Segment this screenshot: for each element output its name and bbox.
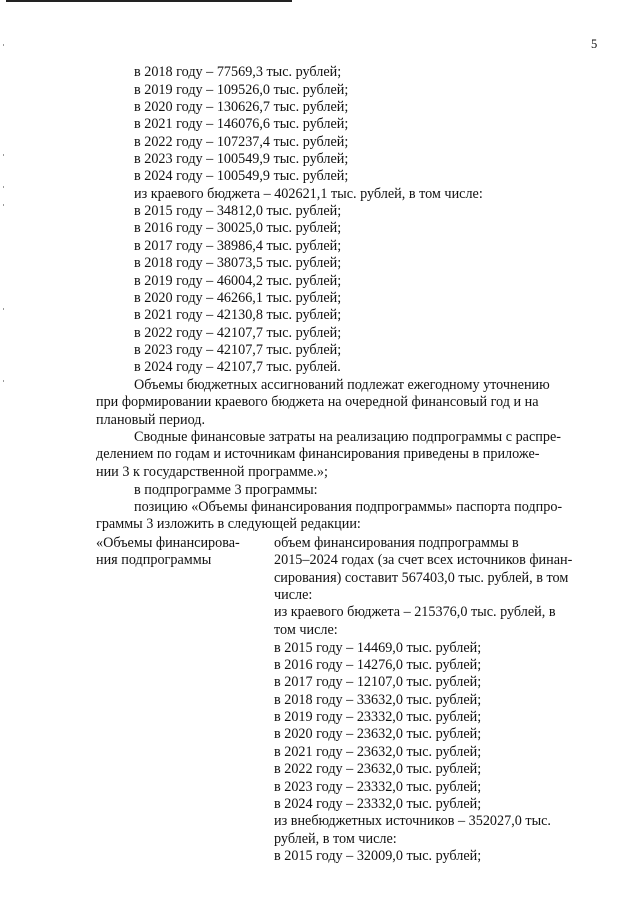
list-item: в 2016 году – 30025,0 тыс. рублей; bbox=[134, 220, 342, 236]
scan-mark bbox=[3, 204, 4, 206]
paragraph-line: Объемы бюджетных ассигнований подлежат ежегодному уточнению bbox=[134, 377, 550, 393]
scan-mark bbox=[3, 186, 4, 188]
table-left-cell: ния подпрограммы bbox=[96, 552, 212, 568]
paragraph-line: Сводные финансовые затраты на реализацию подпрограммы с распре- bbox=[134, 429, 561, 445]
paragraph-line: позицию «Объемы финансирования подпрограммы» паспорта подпро- bbox=[134, 499, 563, 515]
list-item: в 2023 году – 100549,9 тыс. рублей; bbox=[134, 151, 349, 167]
table-right-line: в 2015 году – 32009,0 тыс. рублей; bbox=[274, 848, 482, 864]
table-right-line: 2015–2024 годах (за счет всех источников финан- bbox=[274, 552, 573, 568]
list-item: в 2022 году – 42107,7 тыс. рублей; bbox=[134, 325, 342, 341]
paragraph-line: при формировании краевого бюджета на очередной финансовый год и на bbox=[96, 394, 539, 410]
table-right-line: в 2023 году – 23332,0 тыс. рублей; bbox=[274, 779, 482, 795]
list-item: в 2021 году – 146076,6 тыс. рублей; bbox=[134, 116, 349, 132]
table-right-line: в 2016 году – 14276,0 тыс. рублей; bbox=[274, 657, 482, 673]
scan-mark bbox=[3, 308, 4, 310]
table-right-line: в 2020 году – 23632,0 тыс. рублей; bbox=[274, 726, 482, 742]
table-right-line: в 2015 году – 14469,0 тыс. рублей; bbox=[274, 640, 482, 656]
scan-mark bbox=[3, 44, 4, 46]
paragraph-line: плановый период. bbox=[96, 412, 206, 428]
table-right-line: в 2022 году – 23632,0 тыс. рублей; bbox=[274, 761, 482, 777]
list-item: в 2018 году – 38073,5 тыс. рублей; bbox=[134, 255, 342, 271]
paragraph-line: делением по годам и источникам финансирования приведены в приложе- bbox=[96, 446, 540, 462]
paragraph-line: нии 3 к государственной программе.»; bbox=[96, 464, 328, 480]
table-right-line: в 2021 году – 23632,0 тыс. рублей; bbox=[274, 744, 482, 760]
list-item: в 2019 году – 109526,0 тыс. рублей; bbox=[134, 82, 349, 98]
table-right-line: из внебюджетных источников – 352027,0 тыс. bbox=[274, 813, 551, 829]
scan-mark bbox=[3, 380, 4, 382]
list-item: в 2017 году – 38986,4 тыс. рублей; bbox=[134, 238, 342, 254]
list-item: в 2024 году – 100549,9 тыс. рублей; bbox=[134, 168, 349, 184]
list-item: в 2015 году – 34812,0 тыс. рублей; bbox=[134, 203, 342, 219]
table-right-line: из краевого бюджета – 215376,0 тыс. рублей, в bbox=[274, 604, 556, 620]
table-right-line: рублей, в том числе: bbox=[274, 831, 397, 847]
table-right-line: в 2019 году – 23332,0 тыс. рублей; bbox=[274, 709, 482, 725]
page-number: 5 bbox=[591, 37, 598, 51]
list-item: в 2022 году – 107237,4 тыс. рублей; bbox=[134, 134, 349, 150]
list-item: в 2019 году – 46004,2 тыс. рублей; bbox=[134, 273, 342, 289]
paragraph-line: граммы 3 изложить в следующей редакции: bbox=[96, 516, 361, 532]
scan-mark bbox=[3, 154, 4, 156]
table-right-line: том числе: bbox=[274, 622, 338, 638]
list-item: в 2024 году – 42107,7 тыс. рублей. bbox=[134, 359, 341, 375]
table-right-line: сирования) составит 567403,0 тыс. рублей, в том bbox=[274, 570, 569, 586]
top-rule bbox=[6, 0, 292, 2]
list-item: в 2021 году – 42130,8 тыс. рублей; bbox=[134, 307, 342, 323]
table-right-line: в 2018 году – 33632,0 тыс. рублей; bbox=[274, 692, 482, 708]
table-right-line: в 2017 году – 12107,0 тыс. рублей; bbox=[274, 674, 482, 690]
list-item: из краевого бюджета – 402621,1 тыс. рублей, в том числе: bbox=[134, 186, 483, 202]
table-right-line: числе: bbox=[274, 587, 313, 603]
table-right-line: в 2024 году – 23332,0 тыс. рублей; bbox=[274, 796, 482, 812]
list-item: в 2018 году – 77569,3 тыс. рублей; bbox=[134, 64, 342, 80]
list-item: в 2020 году – 130626,7 тыс. рублей; bbox=[134, 99, 349, 115]
paragraph-line: в подпрограмме 3 программы: bbox=[134, 482, 318, 498]
table-right-line: объем финансирования подпрограммы в bbox=[274, 535, 519, 551]
list-item: в 2020 году – 46266,1 тыс. рублей; bbox=[134, 290, 342, 306]
table-left-cell: «Объемы финансирова- bbox=[96, 535, 240, 551]
list-item: в 2023 году – 42107,7 тыс. рублей; bbox=[134, 342, 342, 358]
